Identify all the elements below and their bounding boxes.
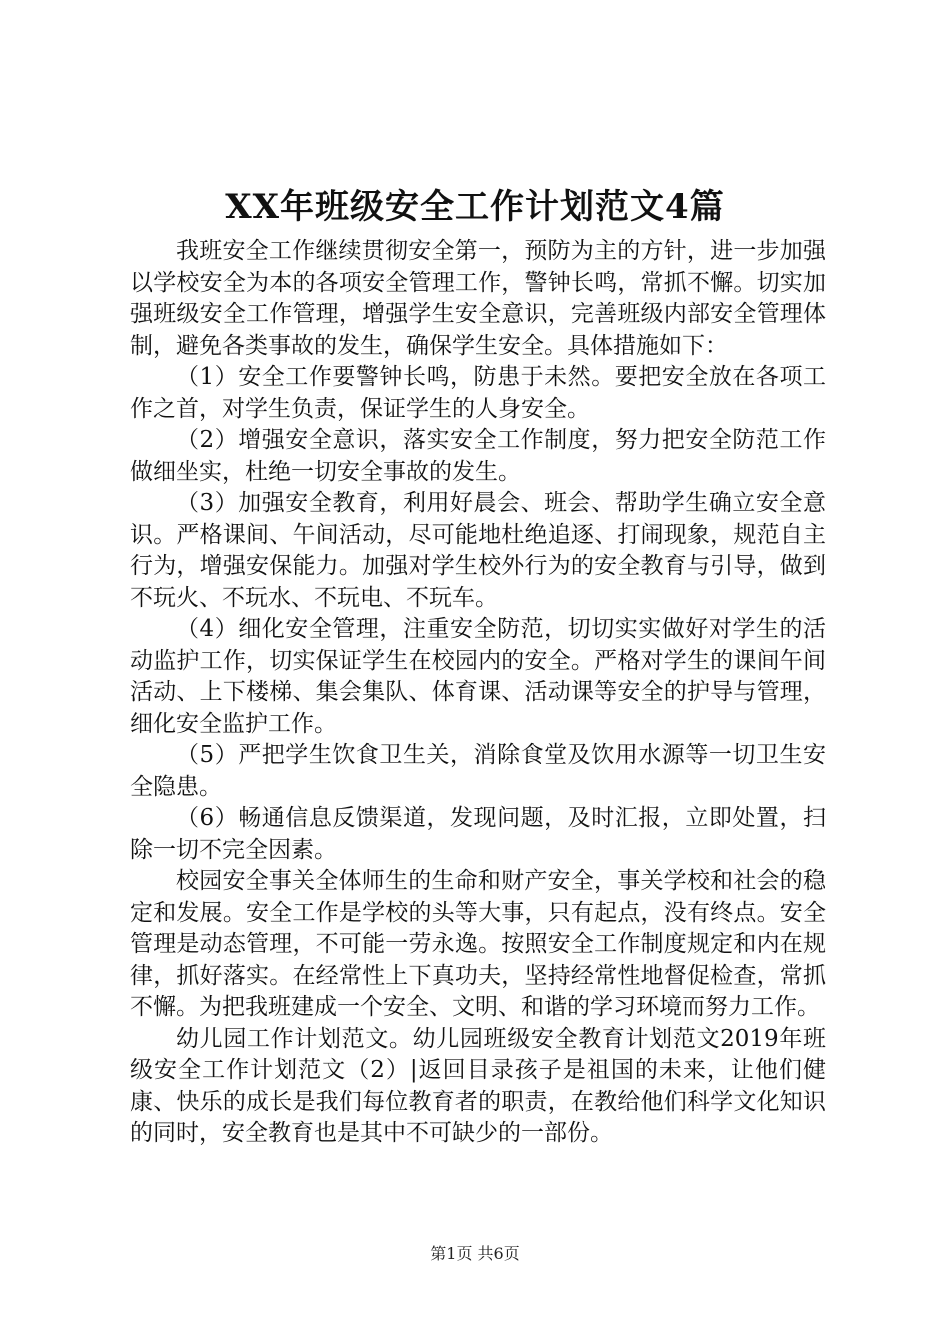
page-number-footer: 第1页 共6页 bbox=[430, 1244, 520, 1263]
paragraph-item-6: （6）畅通信息反馈渠道，发现问题，及时汇报，立即处置，扫除一切不完全因素。 bbox=[130, 805, 826, 863]
paragraph-item-2: （2）增强安全意识，落实安全工作制度，努力把安全防范工作做细坐实，杜绝一切安全事故的发生。 bbox=[130, 427, 826, 485]
paragraph-item-5: （5）严把学生饮食卫生关，消除食堂及饮用水源等一切卫生安全隐患。 bbox=[130, 742, 826, 800]
paragraph-item-1: （1）安全工作要警钟长鸣，防患于未然。要把安全放在各项工作之首，对学生负责，保证学生的人身安全。 bbox=[130, 364, 826, 422]
paragraph-next-article: 幼儿园工作计划范文。幼儿园班级安全教育计划范文2019年班级安全工作计划范文（2）|返回目录孩子是祖国的未来，让他们健康、快乐的成长是我们每位教育者的职责，在教给他们科学文化知识的同时，安全教育也是其中不可缺少的一部份。 bbox=[130, 1025, 826, 1146]
paragraph-conclusion: 校园安全事关全体师生的生命和财产安全，事关学校和社会的稳定和发展。安全工作是学校的头等大事，只有起点，没有终点。安全管理是动态管理，不可能一劳永逸。按照安全工作制度规定和内在规律，抓好落实。在经常性上下真功夫，坚持经常性地督促检查，常抓不懈。为把我班建成一个安全、文明、和谐的学习环境而努力工作。 bbox=[130, 868, 826, 1020]
paragraph-intro: 我班安全工作继续贯彻安全第一，预防为主的方针，进一步加强以学校安全为本的各项安全管理工作，警钟长鸣，常抓不懈。切实加强班级安全工作管理，增强学生安全意识，完善班级内部安全管理体制，避免各类事故的发生，确保学生安全。具体措施如下： bbox=[130, 238, 826, 359]
paragraph-item-4: （4）细化安全管理，注重安全防范，切切实实做好对学生的活动监护工作，切实保证学生在校园内的安全。严格对学生的课间午间活动、上下楼梯、集会集队、体育课、活动课等安全的护导与管理，细化安全监护工作。 bbox=[130, 616, 826, 737]
document-body bbox=[130, 236, 826, 1150]
document-title: XX年班级安全工作计划范文4篇 bbox=[225, 187, 725, 227]
paragraph-item-3: （3）加强安全教育，利用好晨会、班会、帮助学生确立安全意识。严格课间、午间活动，尽可能地杜绝追逐、打闹现象，规范自主行为，增强安保能力。加强对学生校外行为的安全教育与引导，做到不玩火、不玩水、不玩电、不玩车。 bbox=[130, 490, 826, 611]
